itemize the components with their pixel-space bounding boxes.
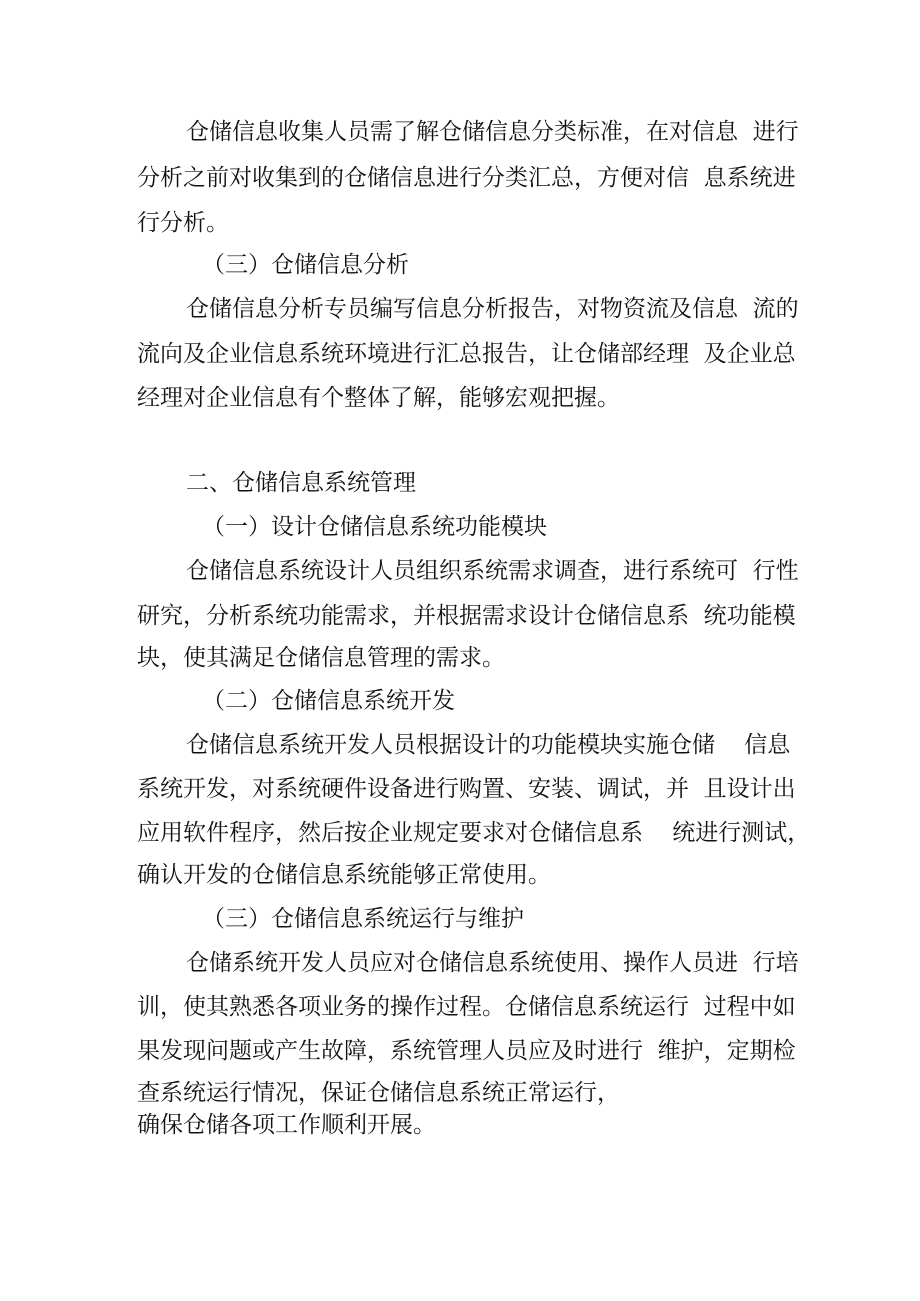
paragraph-line: 系统开发，对系统硬件设备进行购置、安装、调试，并 且设计出: [137, 776, 796, 802]
paragraph-line: 仓储信息收集人员需了解仓储信息分类标准，在对信息 进行: [186, 119, 799, 145]
paragraph-line: 仓储系统开发人员应对仓储信息系统使用、操作人员进 行培: [186, 950, 799, 976]
paragraph-line: 行分析。: [137, 210, 229, 236]
paragraph-line: 仓储信息系统设计人员组织系统需求调查，进行系统可 行性: [186, 558, 799, 584]
section-heading: （一）设计仓储信息系统功能模块: [202, 514, 547, 540]
paragraph-line: 分析之前对收集到的仓储信息进行分类汇总，方便对信 息系统进: [137, 165, 796, 191]
paragraph-line: 经理对企业信息有个整体了解，能够宏观把握。: [137, 385, 620, 411]
paragraph-line: 研究，分析系统功能需求，并根据需求设计仓储信息系 统功能模: [137, 603, 796, 629]
section-heading: （二）仓储信息系统开发: [202, 688, 455, 714]
paragraph-line: 训，使其熟悉各项业务的操作过程。仓储信息系统运行 过程中如: [137, 994, 796, 1020]
section-heading: （三）仓储信息系统运行与维护: [202, 906, 524, 932]
section-heading: （三）仓储信息分析: [202, 252, 409, 278]
paragraph-line: 应用软件程序，然后按企业规定要求对仓储信息系 统进行测试，: [137, 820, 811, 846]
paragraph-line: 查系统运行情况，保证仓储信息系统正常运行，: [137, 1080, 620, 1106]
paragraph-line: 仓储信息系统开发人员根据设计的功能模块实施仓储 信息: [186, 732, 791, 758]
paragraph-line: 流向及企业信息系统环境进行汇总报告，让仓储部经理 及企业总: [137, 341, 796, 367]
chapter-heading: 二、仓储信息系统管理: [186, 470, 416, 496]
paragraph-line: 确保仓储各项工作顺利开展。: [137, 1112, 436, 1138]
paragraph-line: 果发现问题或产生故障，系统管理人员应及时进行 维护，定期检: [137, 1038, 796, 1064]
paragraph-line: 确认开发的仓储信息系统能够正常使用。: [137, 862, 551, 888]
paragraph-line: 仓储信息分析专员编写信息分析报告，对物资流及信息 流的: [186, 296, 799, 322]
paragraph-line: 块，使其满足仓储信息管理的需求。: [137, 645, 505, 671]
